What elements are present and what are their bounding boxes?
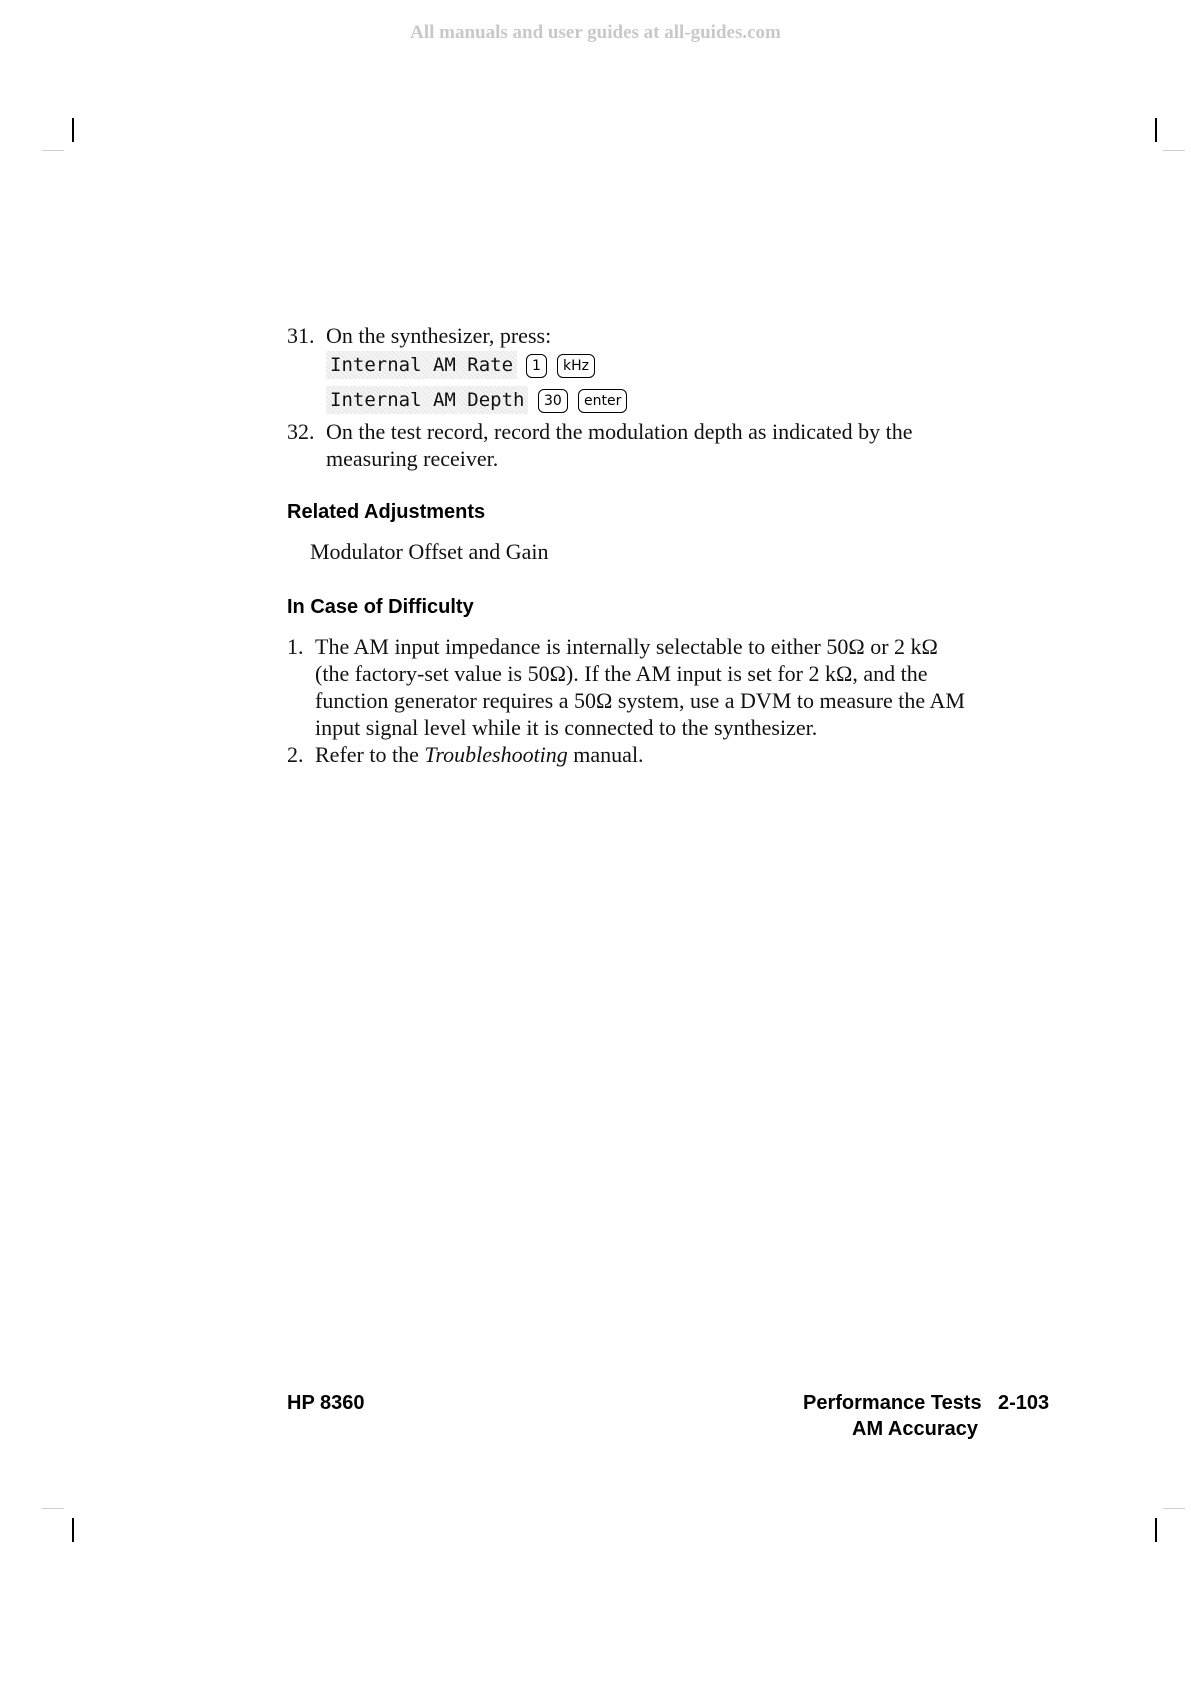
difficulty-item-2-after: manual.: [567, 742, 644, 767]
troubleshooting-manual-title: Troubleshooting: [424, 742, 568, 767]
crop-mark-bottom-left: [72, 1518, 74, 1542]
related-adjustment-item: Modulator Offset and Gain: [310, 539, 549, 564]
step-31-number: 31.: [287, 323, 315, 348]
crop-mark-top-right-h: [1163, 150, 1185, 151]
hardkey-enter[interactable]: enter: [578, 389, 627, 413]
crop-mark-top-right: [1155, 118, 1157, 142]
softkey-internal-am-depth[interactable]: Internal AM Depth: [326, 386, 528, 414]
hardkey-30[interactable]: 30: [538, 389, 568, 413]
difficulty-item-1-line-4: input signal level while it is connected to the synthesizer.: [315, 715, 818, 740]
step-32-line-1: On the test record, record the modulation depth as indicated by the: [326, 419, 913, 444]
footer-model: HP 8360: [287, 1392, 365, 1414]
step-31-text: On the synthesizer, press:: [326, 323, 552, 348]
footer-section: Performance Tests: [803, 1392, 982, 1414]
footer-subsection: AM Accuracy: [852, 1418, 978, 1440]
hardkey-1[interactable]: 1: [526, 354, 547, 378]
related-adjustments-heading: Related Adjustments: [287, 501, 486, 523]
difficulty-heading: In Case of Difficulty: [287, 596, 474, 618]
crop-mark-top-left: [72, 118, 74, 142]
difficulty-item-1-line-3: function generator requires a 50Ω system, use a DVM to measure the AM: [315, 688, 965, 713]
difficulty-item-1-line-2: (the factory-set value is 50Ω). If the AM input is set for 2 kΩ, and the: [315, 661, 928, 686]
crop-mark-bottom-right: [1155, 1518, 1157, 1542]
difficulty-item-2-before: Refer to the: [315, 742, 425, 767]
softkey-internal-am-rate[interactable]: Internal AM Rate: [326, 351, 517, 379]
site-banner: All manuals and user guides at all-guides.com: [410, 22, 781, 43]
difficulty-item-2-text: [315, 741, 644, 768]
step-32-line-2: measuring receiver.: [326, 446, 499, 471]
crop-mark-top-left-h: [42, 150, 64, 151]
hardkey-khz[interactable]: kHz: [557, 354, 595, 378]
step-32-number: 32.: [287, 419, 315, 444]
crop-mark-bottom-left-h: [42, 1508, 64, 1509]
difficulty-item-1-line-1: The AM input impedance is internally selectable to either 50Ω or 2 kΩ: [315, 634, 938, 659]
difficulty-item-1-number: 1.: [287, 634, 304, 659]
crop-mark-bottom-right-h: [1163, 1508, 1185, 1509]
difficulty-item-2-number: 2.: [287, 742, 304, 767]
footer-page-number: 2-103: [998, 1392, 1050, 1414]
